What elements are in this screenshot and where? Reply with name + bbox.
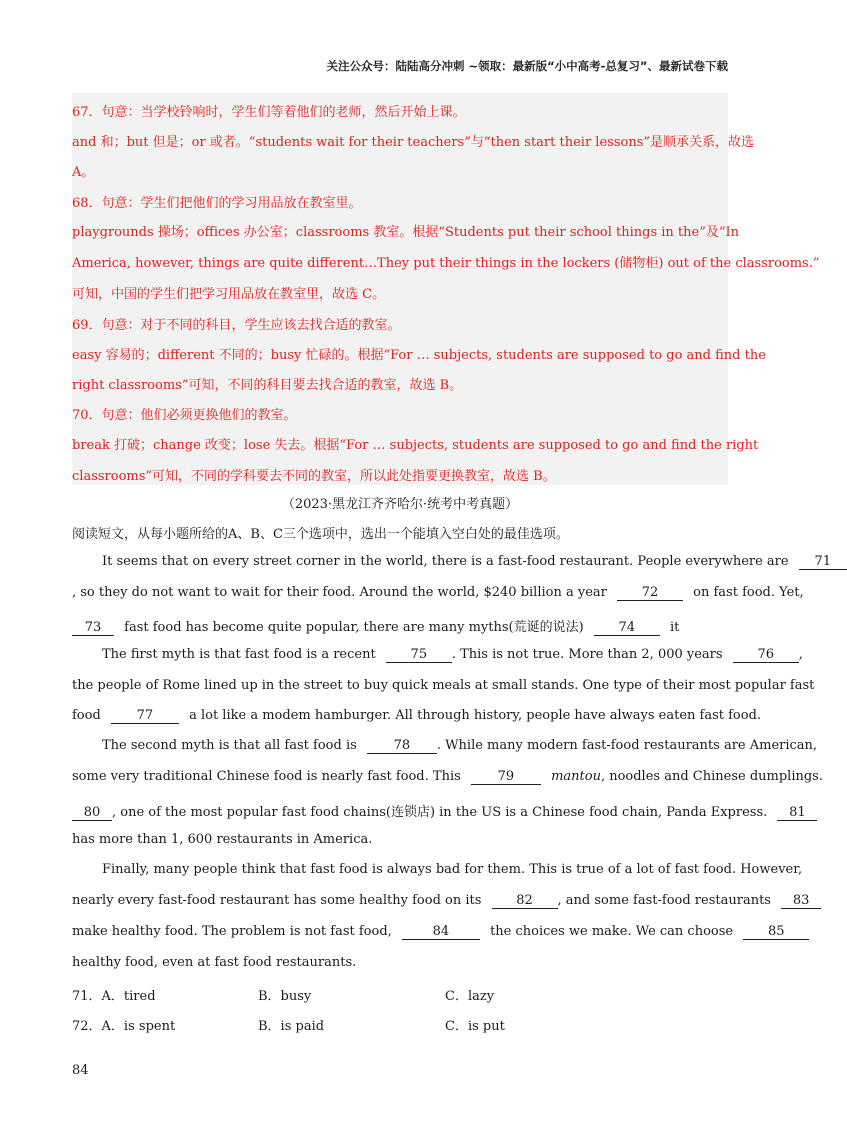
blank-78[interactable]: 78 [367, 739, 437, 754]
option-72-c[interactable]: C．is put [445, 1019, 505, 1034]
passage-line: Finally, many people think that fast food is always bad for them. This is true of a lot of fast food. However, [102, 862, 803, 877]
passage-line: the people of Rome lined up in the street to buy quick meals at small stands. One type of their most popular fast [72, 678, 815, 693]
answer-line: and 和；but 但是；or 或者。“students wait for their teachers”与“then start their lessons”是顺承关系，故选 [72, 135, 755, 150]
passage-line [72, 616, 679, 636]
passage-text: The first myth is that fast food is a recent [102, 647, 376, 662]
passage-text: The second myth is that all fast food is [102, 738, 357, 753]
answer-line: easy 容易的；different 不同的；busy 忙碌的。根据“For … subjects, students are supposed to go and find the [72, 348, 766, 363]
answer-line: 68．句意：学生们把他们的学习用品放在教室里。 [72, 196, 362, 211]
option-71-c[interactable]: C．lazy [445, 989, 495, 1004]
passage-line [72, 769, 823, 785]
answer-line: America, however, things are quite different…They put their things in the lockers (储物柜) out of the classrooms.” [72, 256, 820, 271]
passage-text: . This is not true. More than 2, 000 years [451, 647, 723, 662]
passage-line [72, 585, 804, 601]
option-72-a[interactable]: 72．A．is spent [72, 1019, 176, 1034]
option-71-a[interactable]: 71．A．tired [72, 989, 156, 1004]
passage-text: . While many modern fast-food restaurants are American, [436, 738, 818, 753]
answer-line: 70．句意：他们必须更换他们的教室。 [72, 408, 297, 423]
blank-84[interactable]: 84 [402, 925, 480, 940]
blank-82[interactable]: 82 [492, 894, 558, 909]
answer-line: break 打破；change 改变；lose 失去。根据“For … subjects, students are supposed to go and find the right [72, 438, 759, 453]
passage-line [72, 801, 817, 821]
passage-line: healthy food, even at fast food restaurants. [72, 955, 357, 970]
passage-text: a lot like a modem hamburger. All through history, people have always eaten fast food. [189, 708, 762, 723]
passage-text: on fast food. Yet, [693, 585, 804, 600]
blank-71[interactable]: 71 [799, 555, 847, 570]
passage-text: fast food has become quite popular, there are many myths(荒诞的说法) [124, 620, 584, 635]
passage-text: , one of the most popular fast food chains(连锁店) in the US is a Chinese food chain, Panda Express. [112, 805, 768, 820]
blank-72[interactable]: 72 [617, 586, 683, 601]
instructions: 阅读短文，从每小题所给的A、B、C三个选项中，选出一个能填入空白处的最佳选项。 [72, 527, 569, 542]
blank-75[interactable]: 75 [386, 648, 452, 663]
answer-line: 67．句意：当学校铃响时，学生们等着他们的老师，然后开始上课。 [72, 105, 466, 120]
passage-line: has more than 1, 600 restaurants in America. [72, 832, 373, 847]
passage-line [102, 554, 847, 570]
blank-81[interactable]: 81 [777, 806, 817, 821]
passage-line [102, 647, 803, 663]
passage-text: nearly every fast-food restaurant has some healthy food on its [72, 893, 482, 908]
blank-79[interactable]: 79 [471, 770, 541, 785]
blank-85[interactable]: 85 [743, 925, 809, 940]
answer-line: 69．句意：对于不同的科目，学生应该去找合适的教室。 [72, 318, 401, 333]
option-72-b[interactable]: B．is paid [258, 1019, 325, 1034]
answer-line: right classrooms”可知，不同的科目要去找合适的教室，故选 B。 [72, 378, 463, 393]
passage-line [72, 708, 761, 724]
blank-77[interactable]: 77 [111, 709, 179, 724]
passage-line [72, 924, 809, 940]
passage-text: , noodles and Chinese dumplings. [600, 769, 823, 784]
question-source: （2023·黑龙江齐齐哈尔·统考中考真题） [281, 497, 519, 512]
blank-80[interactable]: 80 [72, 806, 112, 821]
passage-text: food [72, 708, 101, 723]
answer-line: A。 [72, 165, 95, 180]
passage-text: make healthy food. The problem is not fast food, [72, 924, 392, 939]
answer-line: playgrounds 操场；offices 办公室；classrooms 教室。根据“Students put their school things in the”及“In [72, 225, 740, 240]
blank-83[interactable]: 83 [781, 894, 821, 909]
passage-italic: mantou [551, 769, 601, 784]
passage-line [72, 893, 821, 909]
passage-text: the choices we make. We can choose [490, 924, 734, 939]
blank-73[interactable]: 73 [72, 621, 114, 636]
passage-text: some very traditional Chinese food is nearly fast food. This [72, 769, 461, 784]
passage-text: It seems that on every street corner in the world, there is a fast-food restaurant. People everywhere are [102, 554, 789, 569]
passage-text: , and some fast-food restaurants [557, 893, 771, 908]
page-header: 关注公众号：陆陆高分冲刺 ~领取：最新版“小中高考-总复习”、最新试卷下载 [326, 59, 728, 73]
passage-text: , so they do not want to wait for their food. Around the world, $240 billion a year [72, 585, 607, 600]
passage-text: , [798, 647, 803, 662]
option-71-b[interactable]: B．busy [258, 989, 312, 1004]
blank-76[interactable]: 76 [733, 648, 799, 663]
page-number: 84 [72, 1063, 89, 1078]
passage-text: it [669, 620, 680, 635]
passage-line [102, 738, 817, 754]
answer-line: classrooms”可知，不同的学科要去不同的教室，所以此处指要更换教室，故选 B。 [72, 469, 556, 484]
blank-74[interactable]: 74 [594, 621, 660, 636]
answer-line: 可知，中国的学生们把学习用品放在教室里，故选 C。 [72, 287, 386, 302]
answer-explanations [72, 93, 820, 485]
